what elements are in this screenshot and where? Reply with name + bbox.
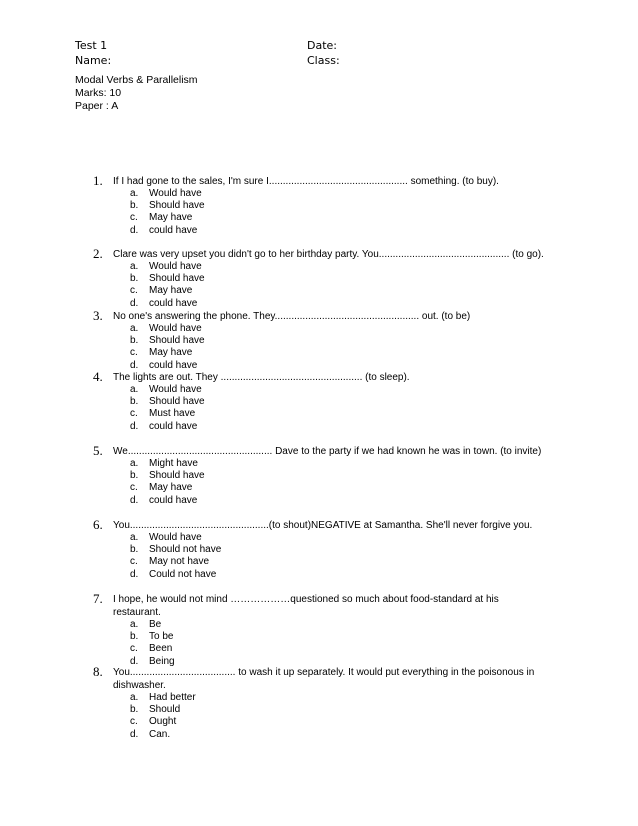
option-letter: c. bbox=[130, 482, 138, 494]
option-letter: b. bbox=[130, 544, 139, 556]
answer-option[interactable] bbox=[93, 619, 573, 631]
option-letter: c. bbox=[130, 716, 138, 728]
question-number: 1. bbox=[93, 173, 103, 188]
option-letter: d. bbox=[130, 568, 139, 580]
option-text: Could not have bbox=[149, 568, 217, 580]
test-meta bbox=[75, 74, 198, 113]
option-text: could have bbox=[149, 224, 198, 236]
option-text: May have bbox=[149, 285, 193, 297]
option-text: Had better bbox=[149, 692, 196, 703]
question-number: 4. bbox=[93, 369, 103, 384]
answer-option[interactable] bbox=[93, 323, 573, 335]
option-text: Should bbox=[149, 704, 181, 716]
option-text: Ought bbox=[149, 716, 177, 728]
question-number: 6. bbox=[93, 517, 103, 532]
option-text: To be bbox=[149, 631, 174, 643]
answer-option[interactable] bbox=[93, 188, 573, 200]
answer-option[interactable] bbox=[93, 495, 573, 507]
option-letter: c. bbox=[130, 285, 138, 297]
question-text: The lights are out. They ................................................... (to sleep). bbox=[113, 372, 410, 383]
question-8 bbox=[93, 666, 573, 741]
option-text: Would have bbox=[149, 384, 202, 395]
option-letter: b. bbox=[130, 470, 139, 482]
answer-option[interactable] bbox=[93, 347, 573, 359]
answer-option[interactable] bbox=[93, 384, 573, 396]
option-letter: b. bbox=[130, 396, 139, 408]
option-letter: d. bbox=[130, 297, 139, 309]
option-text: Can. bbox=[149, 728, 171, 740]
answer-option[interactable] bbox=[93, 716, 573, 728]
option-text: Should have bbox=[149, 396, 205, 408]
option-letter: d. bbox=[130, 359, 139, 371]
option-text: May have bbox=[149, 482, 193, 494]
paper-line: Paper : A bbox=[75, 100, 119, 112]
option-letter: a. bbox=[130, 692, 139, 703]
answer-option[interactable] bbox=[93, 261, 573, 273]
question-5 bbox=[93, 445, 573, 507]
class-label: Class: bbox=[307, 54, 340, 67]
answer-option[interactable] bbox=[93, 482, 573, 494]
answer-option[interactable] bbox=[93, 470, 573, 482]
answer-options bbox=[93, 188, 573, 237]
answer-option[interactable] bbox=[93, 532, 573, 544]
option-letter: c. bbox=[130, 347, 138, 359]
answer-option[interactable] bbox=[93, 285, 573, 297]
option-text: Would have bbox=[149, 532, 202, 543]
question-number: 8. bbox=[93, 664, 103, 679]
option-text: Would have bbox=[149, 323, 202, 334]
option-text: Should have bbox=[149, 200, 205, 212]
answer-options bbox=[93, 323, 573, 372]
option-text: Should have bbox=[149, 470, 205, 482]
question-6 bbox=[93, 519, 573, 581]
option-text: Being bbox=[149, 655, 175, 667]
option-letter: a. bbox=[130, 619, 139, 630]
question-text: You..................................................(to shout)NEGATIVE at Samantha. She'll never forgive you. bbox=[113, 520, 533, 531]
option-text: Would have bbox=[149, 188, 202, 199]
answer-option[interactable] bbox=[93, 335, 573, 347]
answer-option[interactable] bbox=[93, 298, 573, 310]
option-letter: a. bbox=[130, 323, 139, 334]
option-text: Must have bbox=[149, 408, 196, 420]
option-letter: b. bbox=[130, 273, 139, 285]
question-text: I hope, he would not mind ………………questioned so much about food-standard at his restaurant. bbox=[113, 594, 499, 618]
test-title: Test 1 bbox=[75, 39, 108, 52]
question-7 bbox=[93, 593, 573, 668]
question-text: Clare was very upset you didn't go to her birthday party. You............................................... (to go). bbox=[113, 249, 544, 260]
option-letter: a. bbox=[130, 458, 139, 469]
option-text: Should not have bbox=[149, 544, 222, 556]
option-letter: d. bbox=[130, 655, 139, 667]
question-text: No one's answering the phone. They.................................................... out. (to be) bbox=[113, 311, 471, 322]
question-text: If I had gone to the sales, I'm sure I.................................................. something. (to buy). bbox=[113, 176, 499, 187]
answer-option[interactable] bbox=[93, 458, 573, 470]
option-letter: d. bbox=[130, 420, 139, 432]
option-text: could have bbox=[149, 494, 198, 506]
option-text: could have bbox=[149, 297, 198, 309]
option-letter: a. bbox=[130, 261, 139, 272]
option-text: Should have bbox=[149, 335, 205, 347]
option-letter: c. bbox=[130, 643, 138, 655]
question-3 bbox=[93, 310, 573, 372]
question-number: 5. bbox=[93, 443, 103, 458]
option-text: May have bbox=[149, 212, 193, 224]
answer-options bbox=[93, 692, 573, 741]
marks-line: Marks: 10 bbox=[75, 87, 122, 99]
answer-option[interactable] bbox=[93, 273, 573, 285]
question-4 bbox=[93, 371, 573, 433]
answer-option[interactable] bbox=[93, 544, 573, 556]
option-text: could have bbox=[149, 420, 198, 432]
option-letter: b. bbox=[130, 631, 139, 643]
option-text: Would have bbox=[149, 261, 202, 272]
question-number: 2. bbox=[93, 246, 103, 261]
option-letter: b. bbox=[130, 335, 139, 347]
answer-options bbox=[93, 532, 573, 581]
answer-option[interactable] bbox=[93, 643, 573, 655]
option-letter: d. bbox=[130, 728, 139, 740]
answer-option[interactable] bbox=[93, 408, 573, 420]
option-letter: b. bbox=[130, 704, 139, 716]
option-letter: b. bbox=[130, 200, 139, 212]
option-letter: a. bbox=[130, 532, 139, 543]
topic-line: Modal Verbs & Parallelism bbox=[75, 74, 198, 86]
option-letter: a. bbox=[130, 384, 139, 395]
option-letter: d. bbox=[130, 494, 139, 506]
answer-option[interactable] bbox=[93, 200, 573, 212]
answer-option[interactable] bbox=[93, 396, 573, 408]
answer-option[interactable] bbox=[93, 692, 573, 704]
option-letter: c. bbox=[130, 212, 138, 224]
option-text: Might have bbox=[149, 458, 198, 469]
question-text: You...................................... to wash it up separately. It would put everything in the poisonous in dishwasher. bbox=[113, 667, 535, 691]
answer-option[interactable] bbox=[93, 225, 573, 237]
answer-option[interactable] bbox=[93, 421, 573, 433]
question-text: We.................................................... Dave to the party if we had known he was in town. (to invite) bbox=[113, 446, 542, 457]
answer-option[interactable] bbox=[93, 556, 573, 568]
option-letter: d. bbox=[130, 224, 139, 236]
date-label: Date: bbox=[307, 39, 337, 52]
option-letter: c. bbox=[130, 556, 138, 568]
answer-option[interactable] bbox=[93, 360, 573, 372]
answer-options bbox=[93, 261, 573, 310]
option-letter: c. bbox=[130, 408, 138, 420]
question-1 bbox=[93, 175, 573, 237]
question-number: 3. bbox=[93, 308, 103, 323]
question-2 bbox=[93, 248, 573, 310]
answer-options bbox=[93, 619, 573, 668]
answer-option[interactable] bbox=[93, 212, 573, 224]
option-text: could have bbox=[149, 359, 198, 371]
answer-option[interactable] bbox=[93, 631, 573, 643]
answer-options bbox=[93, 458, 573, 507]
answer-options bbox=[93, 384, 573, 433]
option-letter: a. bbox=[130, 188, 139, 199]
question-number: 7. bbox=[93, 591, 103, 606]
option-text: Should have bbox=[149, 273, 205, 285]
answer-option[interactable] bbox=[93, 704, 573, 716]
option-text: May have bbox=[149, 347, 193, 359]
option-text: Be bbox=[149, 619, 162, 630]
answer-option[interactable] bbox=[93, 729, 573, 741]
option-text: May not have bbox=[149, 556, 210, 568]
name-label: Name: bbox=[75, 54, 112, 67]
option-text: Been bbox=[149, 643, 173, 655]
answer-option[interactable] bbox=[93, 569, 573, 581]
